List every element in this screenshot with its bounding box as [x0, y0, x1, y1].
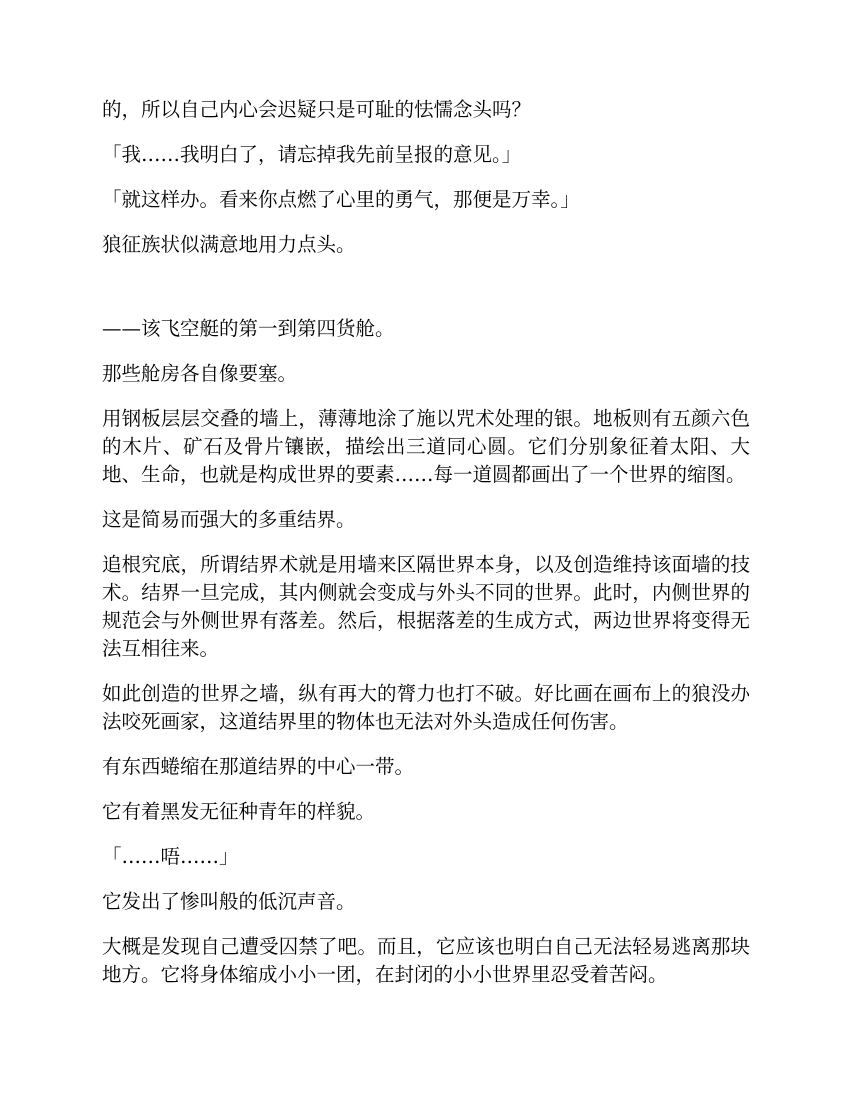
paragraph-8: 这是简易而强大的多重结界。: [102, 508, 356, 531]
paragraph-5: ——该飞空艇的第一到第四货舱。: [102, 317, 395, 340]
paragraph-4: 狼征族状似满意地用力点头。: [102, 233, 356, 256]
paragraph-3: 「就这样办。看来你点燃了心里的勇气，那便是万幸。」: [102, 188, 580, 211]
paragraph-7: 用钢板层层交叠的墙上，薄薄地涂了施以咒术处理的银。地板则有五颜六色的木片、矿石及骨片镶嵌，描绘出三道同心圆。它们分别象征着太阳、大地、生命，也就是构成世界的要素……每一道圆都画出了一个世界的缩图。: [102, 407, 750, 486]
paragraph-14: 它发出了惨叫般的低沉声音。: [102, 890, 356, 913]
paragraph-10: 如此创造的世界之墙，纵有再大的膂力也打不破。好比画在画布上的狼没办法咬死画家，这道结界里的物体也无法对外头造成任何伤害。: [102, 682, 750, 733]
paragraph-9: 追根究底，所谓结界术就是用墙来区隔世界本身，以及创造维持该面墙的技术。结界一旦完成，其内侧就会变成与外头不同的世界。此时，内侧世界的规范会与外侧世界有落差。然后，根据落差的生成方式，两边世界将变得无法互相往来。: [102, 553, 750, 660]
paragraph-15: 大概是发现自己遭受囚禁了吧。而且，它应该也明白自己无法轻易逃离那块地方。它将身体缩成小小一团，在封闭的小小世界里忍受着苦闷。: [102, 935, 750, 986]
paragraph-6: 那些舱房各自像要塞。: [102, 362, 298, 385]
paragraph-12: 它有着黑发无征种青年的样貌。: [102, 800, 376, 823]
paragraph-13: 「……唔……」: [102, 845, 239, 868]
paragraph-1: 的，所以自己内心会迟疑只是可耻的怯懦念头吗？: [102, 98, 532, 121]
paragraph-11: 有东西蜷缩在那道结界的中心一带。: [102, 755, 415, 778]
paragraph-2: 「我……我明白了，请忘掉我先前呈报的意见。」: [102, 143, 522, 166]
document-page: [102, 96, 750, 1006]
